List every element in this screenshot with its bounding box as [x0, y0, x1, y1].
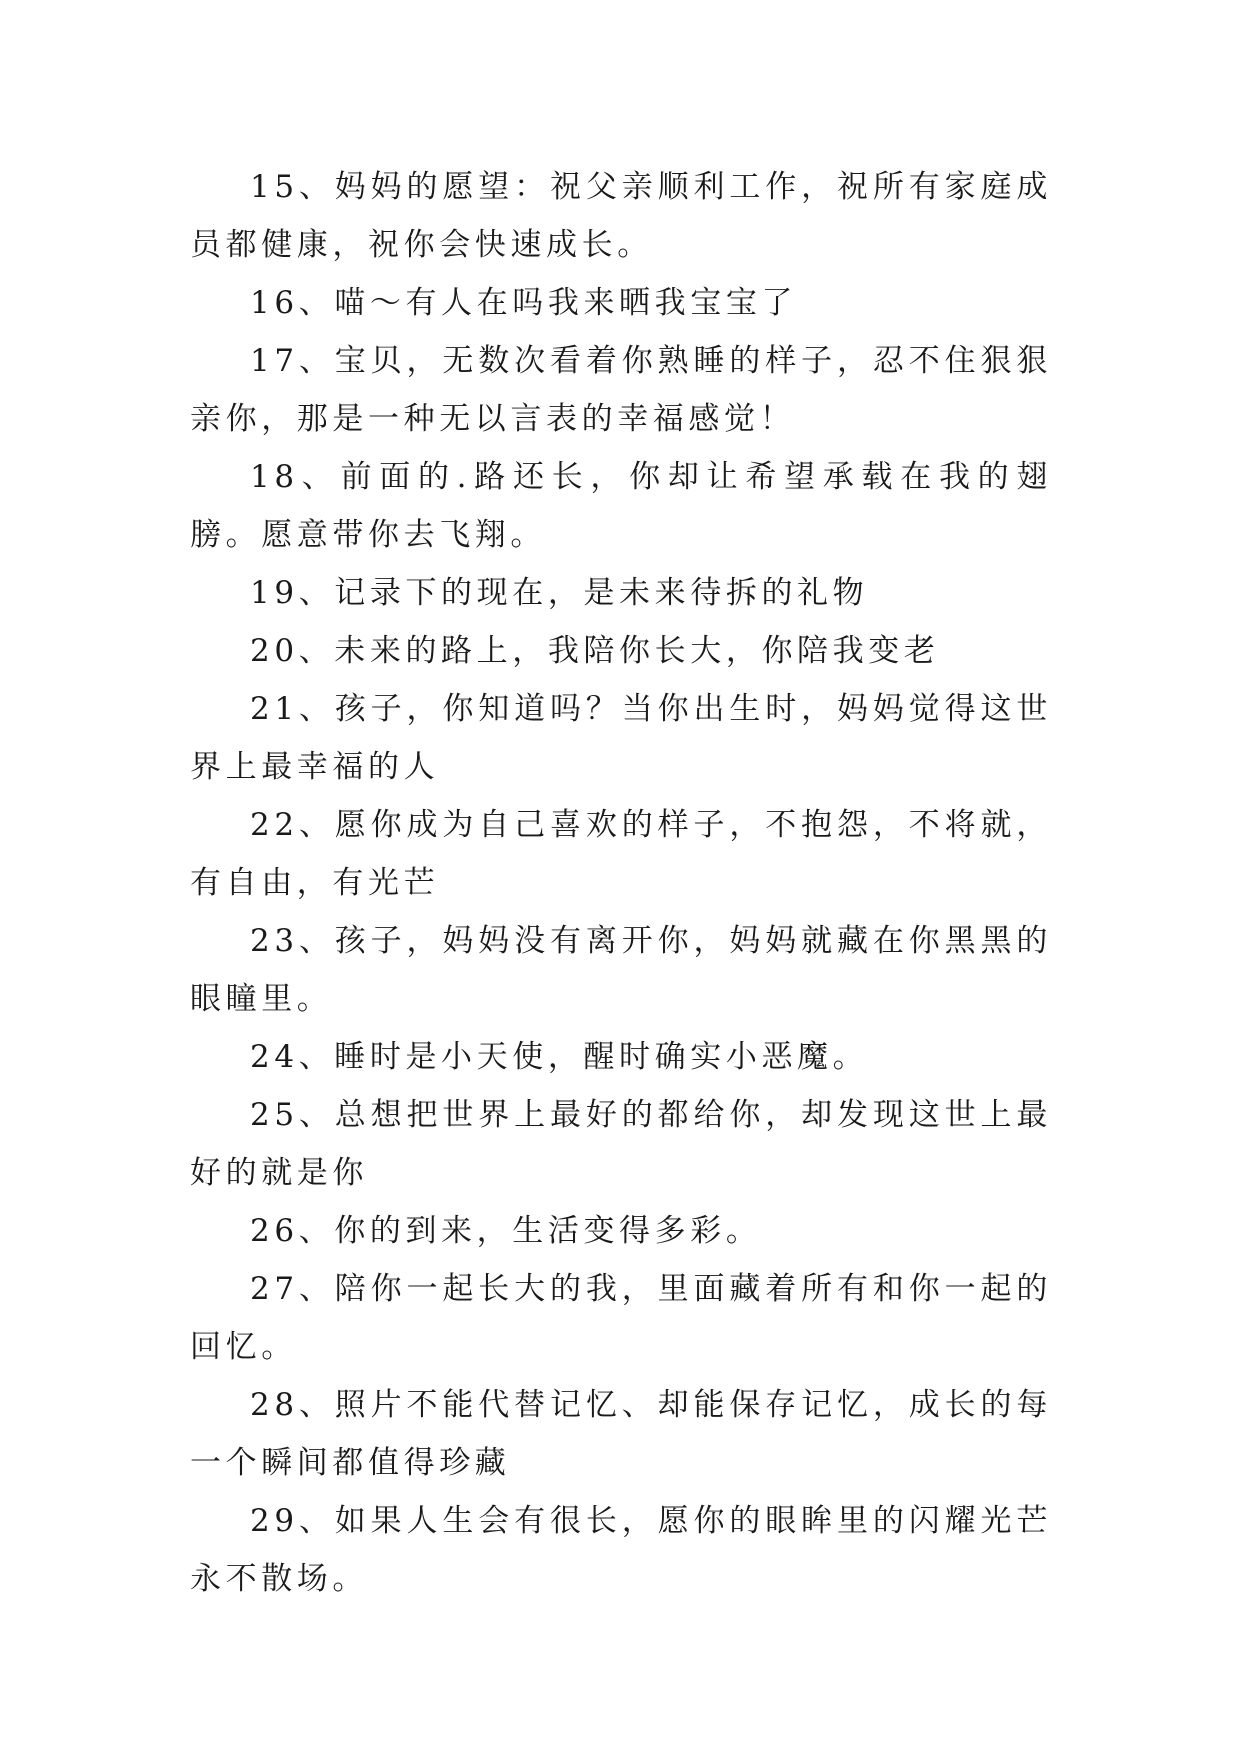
paragraph-21: 21、孩子，你知道吗？当你出生时，妈妈觉得这世界上最幸福的人	[190, 691, 1052, 785]
paragraph-19: 19、记录下的现在，是未来待拆的礼物	[250, 575, 869, 611]
paragraph-22: 22、愿你成为自己喜欢的样子，不抱怨，不将就，有自由，有光芒	[190, 807, 1052, 901]
paragraph-15: 15、妈妈的愿望：祝父亲顺利工作，祝所有家庭成员都健康，祝你会快速成长。	[190, 169, 1052, 263]
paragraph-23: 23、孩子，妈妈没有离开你，妈妈就藏在你黑黑的眼瞳里。	[190, 923, 1052, 1017]
paragraph-18: 18、前面的.路还长，你却让希望承载在我的翅膀。愿意带你去飞翔。	[190, 459, 1052, 553]
paragraph-26: 26、你的到来，生活变得多彩。	[250, 1213, 762, 1249]
paragraph-29: 29、如果人生会有很长，愿你的眼眸里的闪耀光芒永不散场。	[190, 1503, 1052, 1597]
paragraph-25: 25、总想把世界上最好的都给你，却发现这世上最好的就是你	[190, 1097, 1052, 1191]
paragraph-24: 24、睡时是小天使，醒时确实小恶魔。	[250, 1039, 869, 1075]
paragraph-27: 27、陪你一起长大的我，里面藏着所有和你一起的回忆。	[190, 1271, 1052, 1365]
paragraph-28: 28、照片不能代替记忆、却能保存记忆，成长的每一个瞬间都值得珍藏	[190, 1387, 1052, 1481]
document-body	[190, 158, 1052, 1608]
paragraph-16: 16、喵～有人在吗我来晒我宝宝了	[250, 285, 798, 321]
paragraph-20: 20、未来的路上，我陪你长大，你陪我变老	[250, 633, 940, 669]
paragraph-17: 17、宝贝，无数次看着你熟睡的样子，忍不住狠狠亲你，那是一种无以言表的幸福感觉！	[190, 343, 1052, 437]
